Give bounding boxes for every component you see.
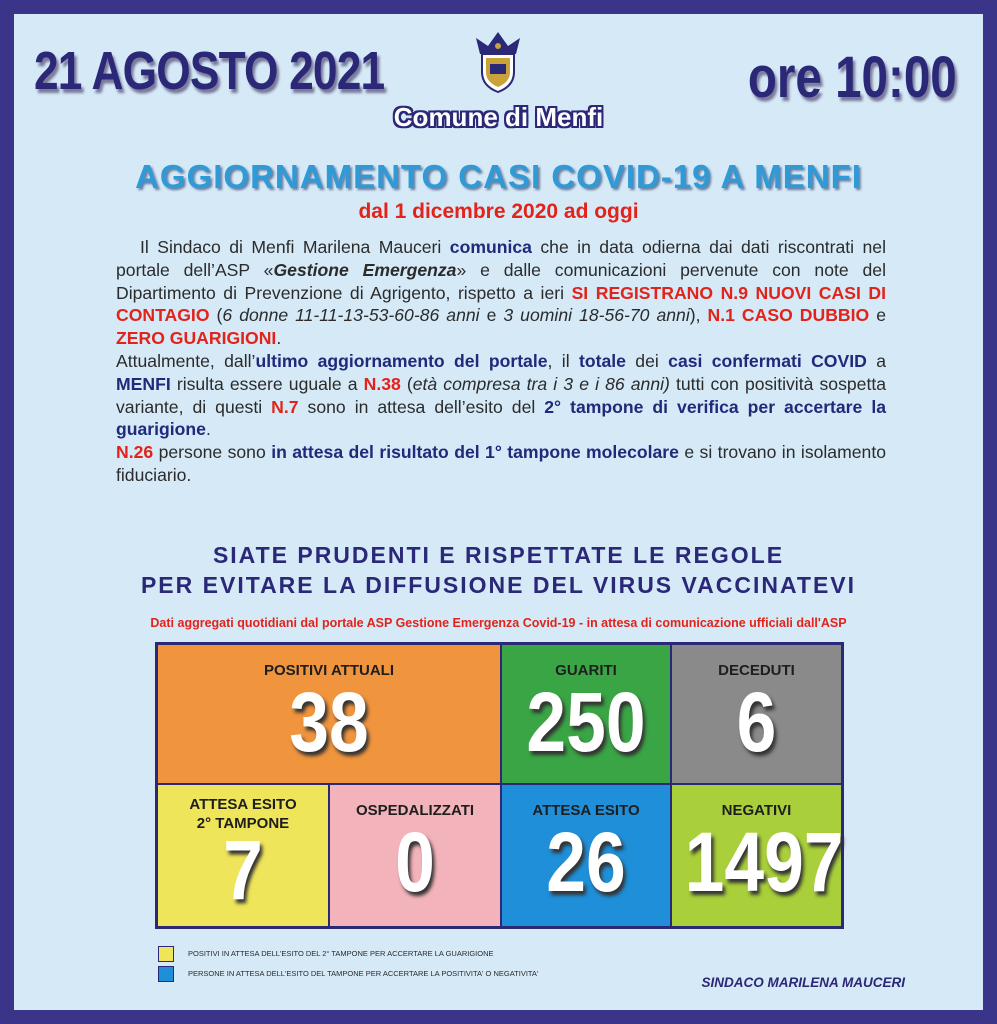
stat-label: NEGATIVI — [721, 802, 792, 819]
page-title: AGGIORNAMENTO CASI COVID-19 A MENFI — [135, 158, 862, 195]
stat-label: OSPEDALIZZATI — [355, 802, 475, 819]
text-run: Il Sindaco di Menfi Marilena Mauceri — [140, 237, 450, 257]
stats-table — [155, 642, 844, 929]
stat-positivi — [157, 644, 501, 784]
slogan — [0, 540, 997, 600]
legend-swatch-blue — [158, 966, 174, 982]
page-subtitle: dal 1 dicembre 2020 ad oggi — [358, 200, 639, 223]
stat-guariti — [501, 644, 671, 784]
stat-label: GUARITI — [555, 662, 617, 679]
text-run: casi confermati COVID — [668, 350, 867, 371]
text-run: dei — [625, 350, 669, 371]
stat-label-line-2: 2° TAMPONE — [196, 815, 290, 832]
stat-deceduti — [671, 644, 842, 784]
text-run: N.38 — [363, 373, 401, 394]
text-run: totale — [578, 350, 626, 371]
comune-text: Comune di Menfi — [393, 102, 604, 132]
date-heading: 21 AGOSTO 2021 — [34, 41, 385, 101]
text-run: ultimo aggiornamento del portale — [255, 350, 548, 371]
legend-text: PERSONE IN ATTESA DELL'ESITO DEL TAMPONE PER ACCERTARE LA POSITIVITA' O NEGATIVITA' — [188, 968, 539, 978]
text-run: tutti con positività sospetta variante, di questi — [116, 373, 887, 417]
stat-value: 26 — [546, 815, 626, 909]
text-run: comunica — [449, 237, 532, 257]
text-run: . — [205, 419, 211, 440]
stat-value: 38 — [289, 675, 369, 769]
legend-text: POSITIVI IN ATTESA DELL'ESITO DEL 2° TAMPONE PER ACCERTARE LA GUARIGIONE — [188, 948, 494, 958]
text-run: persone sono — [153, 442, 272, 463]
text-run: e si trovano in isolamento fiduciario. — [116, 442, 886, 485]
stat-label: DECEDUTI — [718, 662, 795, 679]
legend-item-blue — [158, 966, 538, 982]
legend-item-yellow — [158, 946, 494, 962]
text-run: Attualmente, dall’ — [116, 350, 256, 371]
stat-value: 1497 — [684, 815, 844, 909]
text-run: Gestione Emergenza — [273, 259, 457, 280]
text-run: 3 uomini 18-56-70 anni — [503, 305, 690, 326]
stat-ospedalizzati — [329, 784, 501, 927]
text-run: , il — [547, 350, 579, 371]
stat-attesa-2-tampone — [157, 784, 329, 927]
stat-value: 250 — [526, 675, 646, 769]
coat-of-arms-icon — [468, 28, 528, 94]
text-run: ZERO GUARIGIONI — [116, 328, 277, 349]
text-run: e — [869, 305, 886, 326]
stat-value: 0 — [395, 815, 435, 909]
stat-negativi — [671, 784, 842, 927]
stat-label: ATTESA ESITO — [532, 802, 640, 819]
text-run: che in data odierna dai dati riscontrati nel portale dell’ASP « — [116, 237, 887, 280]
stat-label-line-1: ATTESA ESITO — [189, 796, 297, 813]
text-run: SI REGISTRANO N.9 NUOVI CASI DI CONTAGIO — [116, 282, 886, 326]
text-run: e — [479, 305, 504, 326]
announcement-text — [116, 236, 886, 487]
slogan-line-1: SIATE PRUDENTI E RISPETTATE LE REGOLE — [212, 542, 785, 568]
text-run: 6 donne 11-11-13-53-60-86 anni — [222, 305, 480, 326]
stat-value: 6 — [736, 675, 777, 769]
data-source-note: Dati aggregati quotidiani dal portale ASP Gestione Emergenza Covid-19 - in attesa di comunicazione ufficiali dall'ASP — [150, 616, 847, 630]
text-run: N.26 — [116, 442, 154, 463]
comune-label — [0, 102, 997, 133]
text-run: » e dalle comunicazioni pervenute con note del Dipartimento di Prevenzione di Agrigento, rispetto a ieri — [116, 259, 887, 303]
text-run: ( — [400, 373, 413, 394]
text-run: N.1 CASO DUBBIO — [707, 305, 870, 326]
stat-value: 7 — [223, 823, 263, 917]
time-heading: ore 10:00 — [748, 45, 957, 110]
stat-attesa-esito — [501, 784, 671, 927]
legend-swatch-yellow — [158, 946, 174, 962]
text-run: ), — [689, 305, 708, 326]
text-run: ( — [209, 305, 223, 326]
text-run: sono in attesa dell’esito del — [298, 396, 545, 417]
text-run: età compresa tra i 3 e i 86 anni) — [412, 373, 670, 394]
stat-label: POSITIVI ATTUALI — [264, 662, 394, 679]
text-run: . — [276, 328, 282, 349]
text-run: a — [866, 350, 886, 371]
text-run: N.7 — [271, 396, 299, 417]
text-run: in attesa del risultato del 1° tampone molecolare — [271, 442, 679, 463]
signature: SINDACO MARILENA MAUCERI — [701, 975, 905, 990]
slogan-line-2: PER EVITARE LA DIFFUSIONE DEL VIRUS VACCINATEVI — [140, 572, 857, 598]
text-run: 2° tampone di verifica per accertare la guarigione — [116, 396, 886, 440]
text-run: MENFI — [116, 373, 171, 394]
text-run: risulta essere uguale a — [170, 373, 364, 394]
